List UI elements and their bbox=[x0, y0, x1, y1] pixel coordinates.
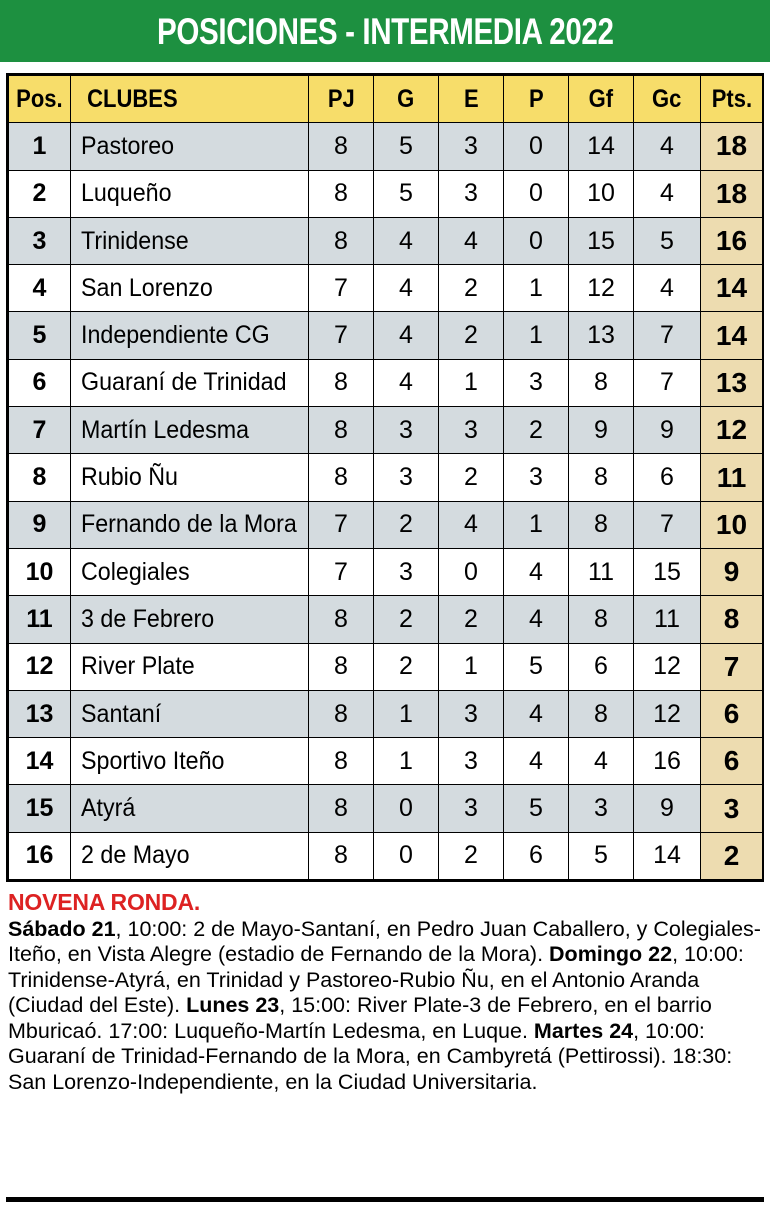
fixture-day: Martes 24 bbox=[533, 1018, 634, 1043]
table-body bbox=[9, 123, 763, 880]
fixtures-list: Sábado 21, 10:00: 2 de Mayo-Santaní, en Pedro Juan Caballero, y Colegiales-Iteño, en Vista Alegre (estadio de Fernando de la Mora). Domingo 22, 10:00: Trinidense-Atyrá, en Trinidad y Pastoreo-Rubio Ñu, en el Antonio Aranda (Ciudad del Este). Lunes 23, 15:00: River Plate-3 de Febrero, en el barrio Mburicaó. 17:00: Luqueño-Martín Ledesma, en Luque. Martes 24, 10:00: Guaraní de Trinidad-Fernando de la Mora, en Cambyretá (Pettirossi). 18:30: San Lorenzo-Independiente, en la Ciudad Universitaria. bbox=[8, 916, 761, 1094]
row-pj: 7 bbox=[309, 548, 374, 595]
row-points: 6 bbox=[701, 738, 763, 785]
page-title: POSICIONES - INTERMEDIA 2022 bbox=[156, 10, 614, 52]
row-points: 9 bbox=[701, 548, 763, 595]
row-p: 4 bbox=[504, 738, 569, 785]
row-pj: 8 bbox=[309, 596, 374, 643]
row-club-name: Atyrá bbox=[71, 785, 309, 832]
table-row bbox=[9, 690, 763, 737]
row-gc: 16 bbox=[634, 738, 701, 785]
row-gc: 7 bbox=[634, 501, 701, 548]
column-header-g: G bbox=[374, 76, 439, 123]
row-p: 3 bbox=[504, 454, 569, 501]
row-club-name: Martín Ledesma bbox=[71, 407, 309, 454]
row-position: 2 bbox=[9, 170, 71, 217]
fixture-day: Lunes 23 bbox=[186, 993, 280, 1018]
row-gc: 5 bbox=[634, 217, 701, 264]
column-header-pts: Pts. bbox=[701, 76, 763, 123]
row-pj: 8 bbox=[309, 738, 374, 785]
row-e: 2 bbox=[439, 454, 504, 501]
fixture-day: Domingo 22 bbox=[549, 942, 673, 967]
row-p: 4 bbox=[504, 548, 569, 595]
row-gf: 13 bbox=[569, 312, 634, 359]
row-p: 4 bbox=[504, 690, 569, 737]
row-position: 9 bbox=[9, 501, 71, 548]
banner-spacer bbox=[0, 62, 770, 73]
row-gf: 5 bbox=[569, 832, 634, 879]
row-p: 2 bbox=[504, 407, 569, 454]
header-row bbox=[9, 76, 763, 123]
row-gc: 9 bbox=[634, 407, 701, 454]
round-heading: NOVENA RONDA. bbox=[8, 889, 201, 916]
row-p: 1 bbox=[504, 312, 569, 359]
row-e: 3 bbox=[439, 407, 504, 454]
row-g: 0 bbox=[374, 832, 439, 879]
round-notes bbox=[8, 890, 762, 1095]
row-g: 2 bbox=[374, 596, 439, 643]
row-g: 4 bbox=[374, 217, 439, 264]
row-points: 13 bbox=[701, 359, 763, 406]
row-gf: 8 bbox=[569, 454, 634, 501]
row-club-name: Guaraní de Trinidad bbox=[71, 359, 309, 406]
column-header-gf: Gf bbox=[569, 76, 634, 123]
table-row bbox=[9, 359, 763, 406]
row-g: 5 bbox=[374, 123, 439, 170]
row-club-name: Luqueño bbox=[71, 170, 309, 217]
row-gf: 3 bbox=[569, 785, 634, 832]
row-position: 10 bbox=[9, 548, 71, 595]
row-gc: 4 bbox=[634, 123, 701, 170]
row-points: 3 bbox=[701, 785, 763, 832]
row-g: 4 bbox=[374, 312, 439, 359]
table-row bbox=[9, 454, 763, 501]
row-position: 5 bbox=[9, 312, 71, 359]
row-p: 0 bbox=[504, 217, 569, 264]
row-g: 3 bbox=[374, 454, 439, 501]
row-e: 2 bbox=[439, 312, 504, 359]
row-e: 0 bbox=[439, 548, 504, 595]
row-club-name: Independiente CG bbox=[71, 312, 309, 359]
table-row bbox=[9, 643, 763, 690]
row-gf: 12 bbox=[569, 265, 634, 312]
row-g: 3 bbox=[374, 548, 439, 595]
row-gf: 8 bbox=[569, 501, 634, 548]
column-header-gc: Gc bbox=[634, 76, 701, 123]
row-e: 3 bbox=[439, 738, 504, 785]
row-gf: 14 bbox=[569, 123, 634, 170]
table-row bbox=[9, 738, 763, 785]
row-position: 15 bbox=[9, 785, 71, 832]
fixture-day: Sábado 21 bbox=[8, 916, 116, 941]
row-e: 3 bbox=[439, 785, 504, 832]
row-club-name: Santaní bbox=[71, 690, 309, 737]
row-gc: 4 bbox=[634, 170, 701, 217]
column-header-e: E bbox=[439, 76, 504, 123]
row-position: 6 bbox=[9, 359, 71, 406]
row-gc: 12 bbox=[634, 643, 701, 690]
column-header-clubes: CLUBES bbox=[71, 76, 309, 123]
row-pj: 8 bbox=[309, 643, 374, 690]
row-pj: 8 bbox=[309, 832, 374, 879]
row-e: 2 bbox=[439, 596, 504, 643]
row-g: 1 bbox=[374, 690, 439, 737]
row-club-name: Pastoreo bbox=[71, 123, 309, 170]
row-pj: 7 bbox=[309, 501, 374, 548]
row-position: 16 bbox=[9, 832, 71, 879]
row-points: 14 bbox=[701, 312, 763, 359]
table-row bbox=[9, 596, 763, 643]
row-club-name: Sportivo Iteño bbox=[71, 738, 309, 785]
row-p: 3 bbox=[504, 359, 569, 406]
row-gc: 15 bbox=[634, 548, 701, 595]
row-e: 1 bbox=[439, 359, 504, 406]
row-p: 4 bbox=[504, 596, 569, 643]
table-row bbox=[9, 548, 763, 595]
row-g: 4 bbox=[374, 359, 439, 406]
row-pj: 8 bbox=[309, 217, 374, 264]
row-p: 5 bbox=[504, 785, 569, 832]
table-row bbox=[9, 217, 763, 264]
row-gc: 11 bbox=[634, 596, 701, 643]
row-gf: 11 bbox=[569, 548, 634, 595]
table-row bbox=[9, 312, 763, 359]
row-e: 1 bbox=[439, 643, 504, 690]
row-club-name: Fernando de la Mora bbox=[71, 501, 309, 548]
row-pj: 7 bbox=[309, 312, 374, 359]
table-row bbox=[9, 501, 763, 548]
row-points: 11 bbox=[701, 454, 763, 501]
column-header-p: P bbox=[504, 76, 569, 123]
row-gc: 7 bbox=[634, 312, 701, 359]
row-pj: 8 bbox=[309, 407, 374, 454]
table-row bbox=[9, 407, 763, 454]
row-club-name: San Lorenzo bbox=[71, 265, 309, 312]
row-position: 13 bbox=[9, 690, 71, 737]
row-club-name: River Plate bbox=[71, 643, 309, 690]
table-row bbox=[9, 265, 763, 312]
table-row bbox=[9, 170, 763, 217]
row-e: 2 bbox=[439, 832, 504, 879]
row-e: 4 bbox=[439, 217, 504, 264]
row-g: 2 bbox=[374, 643, 439, 690]
row-points: 18 bbox=[701, 123, 763, 170]
row-e: 2 bbox=[439, 265, 504, 312]
row-points: 8 bbox=[701, 596, 763, 643]
row-e: 3 bbox=[439, 123, 504, 170]
row-points: 10 bbox=[701, 501, 763, 548]
row-p: 1 bbox=[504, 501, 569, 548]
row-g: 4 bbox=[374, 265, 439, 312]
row-club-name: Colegiales bbox=[71, 548, 309, 595]
row-points: 6 bbox=[701, 690, 763, 737]
title-banner bbox=[0, 0, 770, 62]
row-g: 0 bbox=[374, 785, 439, 832]
row-points: 14 bbox=[701, 265, 763, 312]
row-p: 0 bbox=[504, 123, 569, 170]
row-gf: 8 bbox=[569, 690, 634, 737]
row-club-name: Rubio Ñu bbox=[71, 454, 309, 501]
table-row bbox=[9, 832, 763, 879]
row-gc: 6 bbox=[634, 454, 701, 501]
row-gc: 7 bbox=[634, 359, 701, 406]
row-points: 12 bbox=[701, 407, 763, 454]
row-points: 16 bbox=[701, 217, 763, 264]
row-gf: 9 bbox=[569, 407, 634, 454]
row-e: 3 bbox=[439, 690, 504, 737]
row-p: 5 bbox=[504, 643, 569, 690]
column-header-pos: Pos. bbox=[9, 76, 71, 123]
row-points: 18 bbox=[701, 170, 763, 217]
row-g: 1 bbox=[374, 738, 439, 785]
row-position: 3 bbox=[9, 217, 71, 264]
row-g: 3 bbox=[374, 407, 439, 454]
table-row bbox=[9, 785, 763, 832]
row-e: 4 bbox=[439, 501, 504, 548]
row-gf: 8 bbox=[569, 596, 634, 643]
row-position: 8 bbox=[9, 454, 71, 501]
row-pj: 8 bbox=[309, 454, 374, 501]
row-position: 1 bbox=[9, 123, 71, 170]
row-position: 4 bbox=[9, 265, 71, 312]
row-p: 0 bbox=[504, 170, 569, 217]
row-position: 11 bbox=[9, 596, 71, 643]
row-position: 12 bbox=[9, 643, 71, 690]
row-g: 5 bbox=[374, 170, 439, 217]
standings-table-container bbox=[6, 73, 764, 882]
row-gf: 8 bbox=[569, 359, 634, 406]
column-header-pj: PJ bbox=[309, 76, 374, 123]
table-header bbox=[9, 76, 763, 123]
row-gf: 4 bbox=[569, 738, 634, 785]
row-points: 2 bbox=[701, 832, 763, 879]
row-pj: 8 bbox=[309, 690, 374, 737]
row-pj: 8 bbox=[309, 123, 374, 170]
row-pj: 8 bbox=[309, 359, 374, 406]
row-gc: 4 bbox=[634, 265, 701, 312]
row-g: 2 bbox=[374, 501, 439, 548]
row-gf: 6 bbox=[569, 643, 634, 690]
row-gc: 14 bbox=[634, 832, 701, 879]
row-p: 1 bbox=[504, 265, 569, 312]
row-e: 3 bbox=[439, 170, 504, 217]
row-club-name: 2 de Mayo bbox=[71, 832, 309, 879]
row-gf: 10 bbox=[569, 170, 634, 217]
row-gc: 12 bbox=[634, 690, 701, 737]
row-pj: 7 bbox=[309, 265, 374, 312]
row-club-name: Trinidense bbox=[71, 217, 309, 264]
bottom-rule bbox=[6, 1197, 764, 1202]
row-gf: 15 bbox=[569, 217, 634, 264]
standings-table bbox=[8, 75, 763, 880]
row-p: 6 bbox=[504, 832, 569, 879]
row-pj: 8 bbox=[309, 170, 374, 217]
row-points: 7 bbox=[701, 643, 763, 690]
row-gc: 9 bbox=[634, 785, 701, 832]
row-club-name: 3 de Febrero bbox=[71, 596, 309, 643]
row-pj: 8 bbox=[309, 785, 374, 832]
row-position: 7 bbox=[9, 407, 71, 454]
row-position: 14 bbox=[9, 738, 71, 785]
table-row bbox=[9, 123, 763, 170]
